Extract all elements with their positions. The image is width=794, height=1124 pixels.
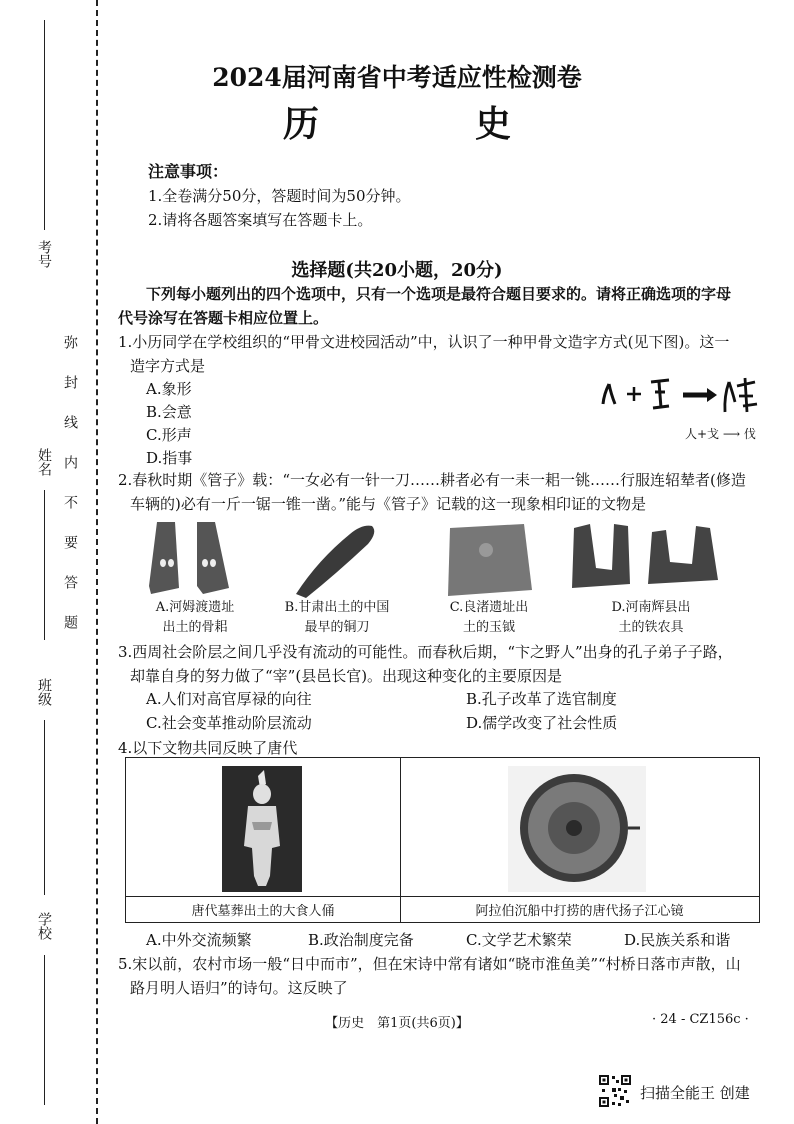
label-school: 学校 [36,912,52,940]
q5-stem-2: 路月明人语归”的诗句。这反映了 [130,979,348,997]
exam-title: 2024届河南省中考适应性检测卷 [212,63,582,92]
notice-heading: 注意事项： [148,162,229,181]
q3-option-c[interactable]: C.社会变革推动阶层流动 [146,714,312,732]
q4-option-b[interactable]: B.政治制度完备 [308,931,414,949]
q2-option-a[interactable] [136,598,254,638]
q2-option-d[interactable] [586,598,716,638]
q4-caption-1: 唐代墓葬出土的大食人俑 [191,904,335,919]
q4-figure-table [125,757,760,923]
q3-option-d[interactable]: D.儒学改变了社会性质 [466,714,618,732]
q2-option-d-line1: D.河南辉县出 [611,600,691,615]
class-blank[interactable] [44,720,45,895]
q2-option-c-line1: C.良渚遗址出 [449,600,529,615]
q1-stem-2: 造字方式是 [130,357,206,375]
q4-option-d[interactable]: D.民族关系和谐 [624,931,731,949]
q1-option-d[interactable]: D.指事 [146,449,193,467]
seal-text: 弥封线内不要答题 [62,335,78,655]
label-class: 班级 [36,678,52,706]
q1-option-c[interactable]: C.形声 [146,426,192,444]
section-title: 选择题(共20小题，20分) [291,260,503,281]
figurine-image [222,766,302,892]
qr-code-icon [598,1074,632,1108]
label-name: 姓名 [36,448,52,476]
exam-code: · 24 - CZ156c · [652,1012,749,1027]
q2-option-d-line2: 土的铁农具 [618,620,684,635]
q4-caption-2: 阿拉伯沉船中打捞的唐代扬子江心镜 [475,904,684,919]
q3-stem-1: 3.西周社会阶层之间几乎没有流动的可能性。而春秋后期，“卞之野人”出身的孔子弟子子路， [118,643,733,661]
q2-stem-2: 车辆的)必有一斤一锯一锥一凿。”能与《管子》记载的这一现象相印证的文物是 [130,495,647,513]
q3-stem-2: 却靠自身的努力做了“宰”(县邑长官)。出现这种变化的主要原因是 [130,667,563,685]
q2-option-b-line2: 最早的铜刀 [304,620,370,635]
jade-axe-image [440,520,540,600]
section-instruction-1: 下列每小题列出的四个选项中，只有一个选项是最符合题目要求的。请将正确选项的字母 [146,285,732,303]
oracle-figure-caption: 人+戈 ⟶ 伐 [685,427,756,441]
q3-option-b[interactable]: B.孔子改革了选官制度 [466,690,617,708]
q2-stem-1: 2.春秋时期《管子》载：“一女必有一针一刀……耕者必有一耒一耜一铫……行服连轺辇者(修造 [118,471,746,489]
subject-title: 历 史 [282,103,571,145]
q2-option-a-line2: 出土的骨耜 [162,620,228,635]
q5-stem-1: 5.宋以前，农村市场一般“日中而市”，但在宋诗中常有诸如“晓市淮鱼美”“村桥日落市声散，山 [118,955,741,973]
notice-item-2: 2.请将各题答案填写在答题卡上。 [148,211,373,229]
iron-tools-image [568,518,728,598]
q1-option-a[interactable]: A.象形 [146,380,192,398]
bronze-knife-image [288,520,388,600]
q2-option-c-line2: 土的玉钺 [462,620,515,635]
q1-option-b[interactable]: B.会意 [146,403,192,421]
seal-line [96,0,98,1124]
scanner-watermark: 扫描全能王 创建 [640,1084,750,1102]
section-instruction-2: 代号涂写在答题卡相应位置上。 [118,309,329,327]
q3-option-a[interactable]: A.人们对高官厚禄的向往 [146,690,312,708]
name-blank[interactable] [44,490,45,640]
page-footer: 【历史 第1页(共6页)】 [325,1016,469,1031]
q1-stem-1: 1.小历同学在学校组织的“甲骨文进校园活动”中，认识了一种甲骨文造字方式(见下图)。这一 [118,333,730,351]
oracle-glyph-figure [595,370,765,425]
q2-option-a-line1: A.河姆渡遗址 [155,600,235,615]
q2-option-c[interactable] [430,598,548,638]
notice-item-1: 1.全卷满分50分，答题时间为50分钟。 [148,187,411,205]
q2-option-b[interactable] [270,598,404,638]
q4-option-a[interactable]: A.中外交流频繁 [146,931,252,949]
q4-stem-1: 4.以下文物共同反映了唐代 [118,739,298,757]
q4-option-c[interactable]: C.文学艺术繁荣 [466,931,572,949]
bronze-mirror-image [508,766,646,892]
q2-option-b-line1: B.甘肃出土的中国 [284,600,390,615]
label-exam-no: 考号 [36,240,52,268]
bone-spade-image [145,518,245,598]
